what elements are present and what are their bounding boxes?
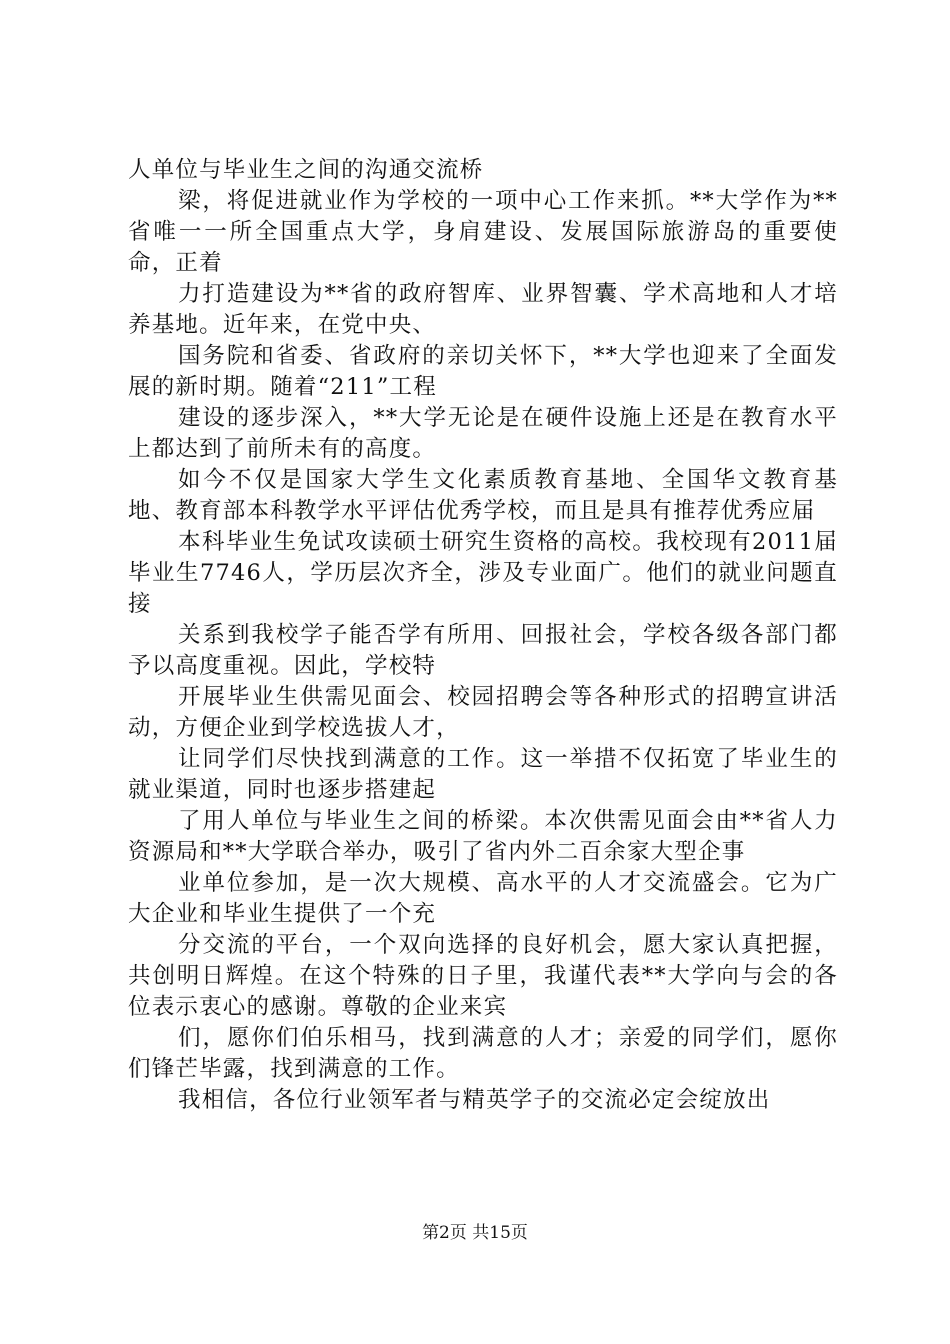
paragraph: 开展毕业生供需见面会、校园招聘会等各种形式的招聘宣讲活动，方便企业到学校选拔人才， [128,684,838,741]
paragraph: 让同学们尽快找到满意的工作。这一举措不仅拓宽了毕业生的就业渠道，同时也逐步搭建起 [128,746,838,803]
paragraph: 人单位与毕业生之间的沟通交流桥 [128,157,484,183]
paragraph: 建设的逐步深入，**大学无论是在硬件设施上还是在教育水平上都达到了前所未有的高度。 [128,405,838,462]
paragraph: 我相信，各位行业领军者与精英学子的交流必定会绽放出 [178,1087,771,1113]
paragraph: 力打造建设为**省的政府智库、业界智囊、学术高地和人才培养基地。近年来，在党中央、 [128,281,838,338]
paragraph: 关系到我校学子能否学有所用、回报社会，学校各级各部门都予以高度重视。因此，学校特 [128,622,838,679]
paragraph: 分交流的平台，一个双向选择的良好机会，愿大家认真把握，共创明日辉煌。在这个特殊的日子里，我谨代表**大学向与会的各位表示衷心的感谢。尊敬的企业来宾 [128,932,838,1020]
paragraph: 们，愿你们伯乐相马，找到满意的人才；亲爱的同学们，愿你们锋芒毕露，找到满意的工作。 [128,1025,838,1082]
paragraph: 梁，将促进就业作为学校的一项中心工作来抓。**大学作为**省唯一一所全国重点大学，身肩建设、发展国际旅游岛的重要使命，正着 [128,188,838,276]
paragraph: 本科毕业生免试攻读硕士研究生资格的高校。我校现有2011届毕业生7746人，学历层次齐全，涉及专业面广。他们的就业问题直接 [128,529,838,617]
body-text [128,155,838,1116]
paragraph: 如今不仅是国家大学生文化素质教育基地、全国华文教育基地、教育部本科教学水平评估优秀学校，而且是具有推荐优秀应届 [128,467,838,524]
paragraph: 国务院和省委、省政府的亲切关怀下，**大学也迎来了全面发展的新时期。随着“211”工程 [128,343,838,400]
paragraph: 了用人单位与毕业生之间的桥梁。本次供需见面会由**省人力资源局和**大学联合举办，吸引了省内外二百余家大型企事 [128,808,838,865]
page-footer [0,1218,950,1243]
paragraph: 业单位参加，是一次大规模、高水平的人才交流盛会。它为广大企业和毕业生提供了一个充 [128,870,838,927]
page-number: 第2页 共15页 [422,1223,528,1243]
